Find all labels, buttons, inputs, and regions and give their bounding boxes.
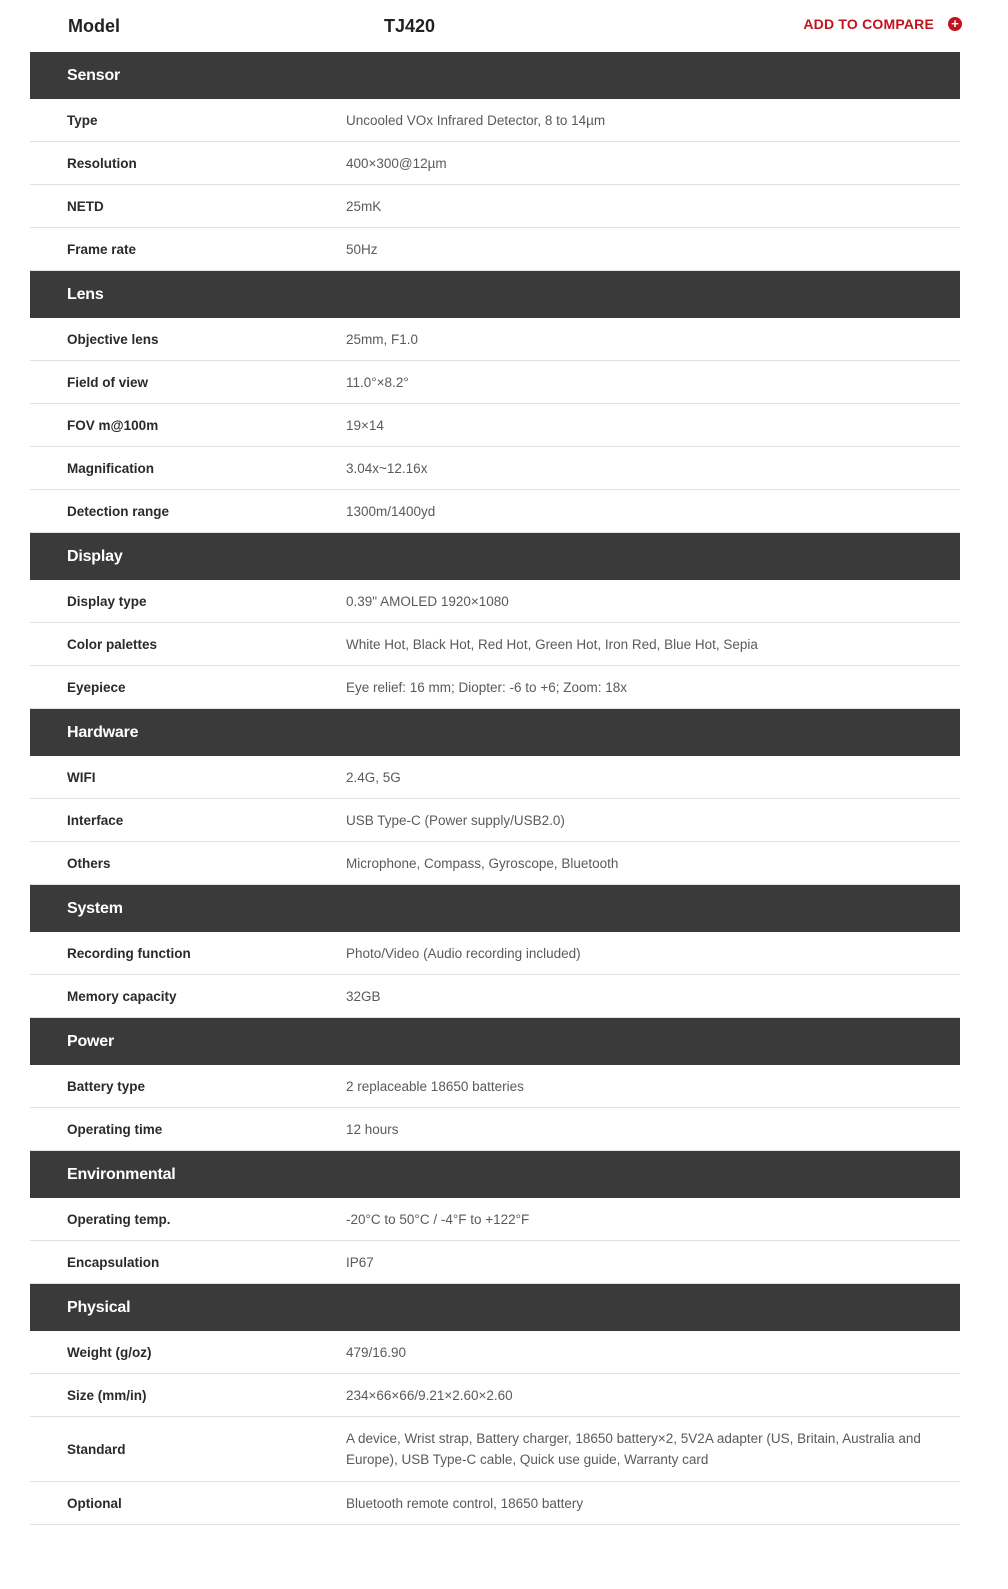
spec-value: IP67 [346,1254,374,1270]
spec-row [30,1198,960,1241]
spec-row [30,975,960,1018]
spec-row [30,799,960,842]
spec-value: 1300m/1400yd [346,503,436,519]
spec-value: Eye relief: 16 mm; Diopter: -6 to +6; Zoom: 18x [346,679,627,695]
spec-row [30,404,960,447]
spec-value: 2 replaceable 18650 batteries [346,1078,524,1094]
spec-row [30,932,960,975]
spec-row [30,142,960,185]
spec-row [30,1374,960,1417]
spec-key: Detection range [67,503,170,519]
spec-row [30,228,960,271]
section-header-physical: Physical [30,1284,960,1331]
spec-value: 19×14 [346,417,384,433]
spec-key: Display type [67,593,147,609]
spec-value: 25mm, F1.0 [346,331,419,347]
spec-value: A device, Wrist strap, Battery charger, 18650 battery×2, 5V2A adapter (US, Britain, Australia and Europe), USB Type-C cable, Quick use guide, Warranty card [346,1431,921,1467]
spec-key: Encapsulation [67,1254,160,1270]
spec-key: Others [67,855,111,871]
spec-value: 234×66×66/9.21×2.60×2.60 [346,1387,513,1403]
spec-value: 50Hz [346,241,378,257]
spec-row [30,580,960,623]
section-header-system: System [30,885,960,932]
spec-key: Frame rate [67,241,137,257]
spec-key: Standard [67,1441,126,1457]
spec-row [30,1065,960,1108]
spec-value: 2.4G, 5G [346,769,401,785]
spec-key: Magnification [67,460,154,476]
model-value: TJ420 [384,16,436,36]
spec-value: 400×300@12µm [346,155,447,171]
spec-row [30,1108,960,1151]
spec-row [30,1241,960,1284]
section-header-power: Power [30,1018,960,1065]
spec-key: Operating time [67,1121,163,1137]
spec-row [30,756,960,799]
section-header-sensor: Sensor [30,52,960,99]
spec-row [30,490,960,533]
spec-key: Weight (g/oz) [67,1344,152,1360]
spec-row [30,447,960,490]
spec-value: Photo/Video (Audio recording included) [346,945,581,961]
spec-header [0,0,1008,52]
spec-row [30,1331,960,1374]
spec-value: White Hot, Black Hot, Red Hot, Green Hot, Iron Red, Blue Hot, Sepia [346,636,758,652]
spec-row [30,666,960,709]
spec-value: 0.39" AMOLED 1920×1080 [346,593,509,609]
add-to-compare-label: ADD TO COMPARE [803,16,934,32]
spec-key: WIFI [67,769,96,785]
plus-circle-icon: + [948,17,962,31]
spec-value: 3.04x~12.16x [346,460,428,476]
spec-value: -20°C to 50°C / -4°F to +122°F [346,1211,530,1227]
spec-row [30,1417,960,1482]
spec-row [30,842,960,885]
spec-key: Optional [67,1495,122,1511]
spec-key: Operating temp. [67,1211,171,1227]
spec-row [30,361,960,404]
spec-key: Eyepiece [67,679,126,695]
spec-value: 25mK [346,198,382,214]
spec-key: Objective lens [67,331,159,347]
spec-key: FOV m@100m [67,417,159,433]
spec-key: Type [67,112,98,128]
spec-key: Battery type [67,1078,146,1094]
spec-key: Interface [67,812,124,828]
spec-value: 479/16.90 [346,1344,407,1360]
section-header-display: Display [30,533,960,580]
spec-key: Recording function [67,945,191,961]
spec-value: 32GB [346,988,381,1004]
section-header-lens: Lens [30,271,960,318]
model-label: Model [68,16,120,36]
spec-value: 12 hours [346,1121,399,1137]
spec-value: Uncooled VOx Infrared Detector, 8 to 14µm [346,112,606,128]
spec-value: Bluetooth remote control, 18650 battery [346,1495,584,1511]
spec-row [30,623,960,666]
section-header-hardware: Hardware [30,709,960,756]
section-header-environmental: Environmental [30,1151,960,1198]
spec-row [30,99,960,142]
spec-key: NETD [67,198,104,214]
spec-key: Field of view [67,374,149,390]
spec-key: Resolution [67,155,137,171]
spec-table [30,52,960,1525]
add-to-compare-button[interactable] [803,16,962,32]
spec-key: Color palettes [67,636,158,652]
spec-row [30,1482,960,1525]
spec-row [30,318,960,361]
spec-value: USB Type-C (Power supply/USB2.0) [346,812,565,828]
spec-row [30,185,960,228]
spec-value: 11.0°×8.2° [346,374,409,390]
spec-value: Microphone, Compass, Gyroscope, Bluetooth [346,855,619,871]
spec-key: Size (mm/in) [67,1387,147,1403]
spec-key: Memory capacity [67,988,177,1004]
